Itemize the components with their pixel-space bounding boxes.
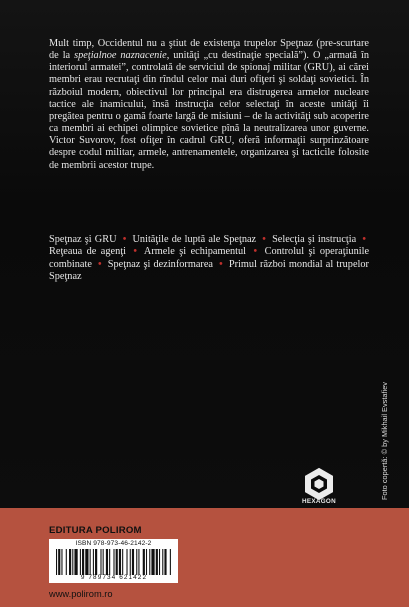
bullet-icon: • (98, 258, 102, 270)
barcode-bar (159, 549, 160, 575)
publisher-name: EDITURA POLIROM (49, 525, 142, 536)
barcode-bar (170, 549, 171, 575)
contents-item: Speţnaz şi dezinformarea (107, 258, 213, 270)
contents-item: Speţnaz şi GRU (49, 234, 117, 245)
barcode (49, 539, 178, 583)
barcode-bars (56, 549, 172, 575)
blurb-segment: Mult timp, Occidentul nu a ştiut de existenţa trupelor Speţnaz (pre-scurtare de la (49, 38, 369, 62)
bullet-icon: • (122, 234, 127, 245)
barcode-bar (80, 549, 81, 575)
contents-item: Controlul şi operaţiunile combinate (49, 246, 370, 270)
barcode-bar (146, 549, 147, 575)
bullet-icon: • (262, 234, 266, 245)
barcode-bar (130, 549, 131, 575)
barcode-bar (58, 549, 60, 575)
barcode-bar (90, 549, 91, 575)
photo-credit-text: Foto copertă: © by Mikhail Evstafiev (380, 382, 389, 500)
barcode-bar (132, 549, 134, 575)
barcode-bar (103, 549, 104, 575)
contents-item: Armele şi echipamentul (143, 246, 247, 258)
barcode-bar (149, 549, 150, 575)
photo-credit (380, 382, 390, 500)
contents-item: Selecţia şi instrucţia (272, 234, 357, 245)
bullet-icon: • (253, 246, 258, 258)
blurb-segment: speţialnoe naznacenie (74, 50, 167, 62)
barcode-bar (126, 549, 127, 575)
publisher-website: www.polirom.ro (49, 589, 113, 599)
barcode-bar (143, 549, 145, 575)
logo-wordmark: HEXAGON (302, 498, 336, 505)
contents-item: Primul război mondial al trupelor Speţnaz (49, 258, 369, 283)
barcode-bar (156, 549, 158, 575)
barcode-bar (122, 549, 123, 575)
barcode-bar (138, 549, 139, 575)
blurb-segment: , unităţi „cu destinaţie specială”). O „armată în interiorul armatei”, controlată de serviciul de spionaj militar (GRU), ai cărei membri erau recrutaţi din rîndul celor mai duri ofiţeri şi soldaţi sovietici. În războiul modern, obiectivul lor principal era distrugerea armelor nucleare tactice ale inamicului, însă instrucţia celor selectaţi în aceste unităţi îi pregătea pentru o gamă foarte largă de misiuni – de la activităţi sub acoperire ca membri ai echipei olimpice sovietice pînă la neutralizarea unor guverne. Victor Suvorov, fost ofiţer în cadrul GRU, oferă informaţii surprinzătoare despre codul militar, armele, antrenamentele, organizarea şi tacticile folosite de membrii acestor trupe. (49, 50, 369, 171)
barcode-bar (56, 549, 57, 575)
barcode-bar (66, 549, 67, 575)
contents-item: Unităţile de luptă ale Speţnaz (132, 234, 257, 245)
barcode-bar (113, 549, 114, 575)
blurb (49, 38, 369, 172)
barcode-bar (119, 549, 121, 575)
bullet-icon: • (133, 246, 138, 258)
barcode-bar (106, 549, 108, 575)
barcode-bar (69, 549, 71, 575)
barcode-bar (72, 549, 73, 575)
barcode-bar (164, 549, 166, 575)
barcode-bar (136, 549, 137, 575)
barcode-bar (116, 549, 118, 575)
barcode-bar (162, 549, 163, 575)
contents-item: Reţeaua de agenţi (49, 246, 126, 258)
barcode-bar (82, 549, 84, 575)
barcode-number: 9 789734 621422 (80, 573, 148, 581)
bullet-icon: • (362, 234, 366, 245)
contents-list (49, 234, 369, 284)
bullet-icon: • (219, 258, 223, 270)
barcode-bar (151, 549, 154, 575)
barcode-bar (95, 549, 97, 575)
barcode-bar (109, 549, 110, 575)
barcode-bar (93, 549, 94, 575)
isbn-text: ISBN 978-973-46-2142-2 (75, 540, 152, 547)
barcode-bar (61, 549, 62, 575)
barcode-bar (85, 549, 88, 575)
barcode-bar (100, 549, 101, 575)
barcode-bar (74, 549, 77, 575)
